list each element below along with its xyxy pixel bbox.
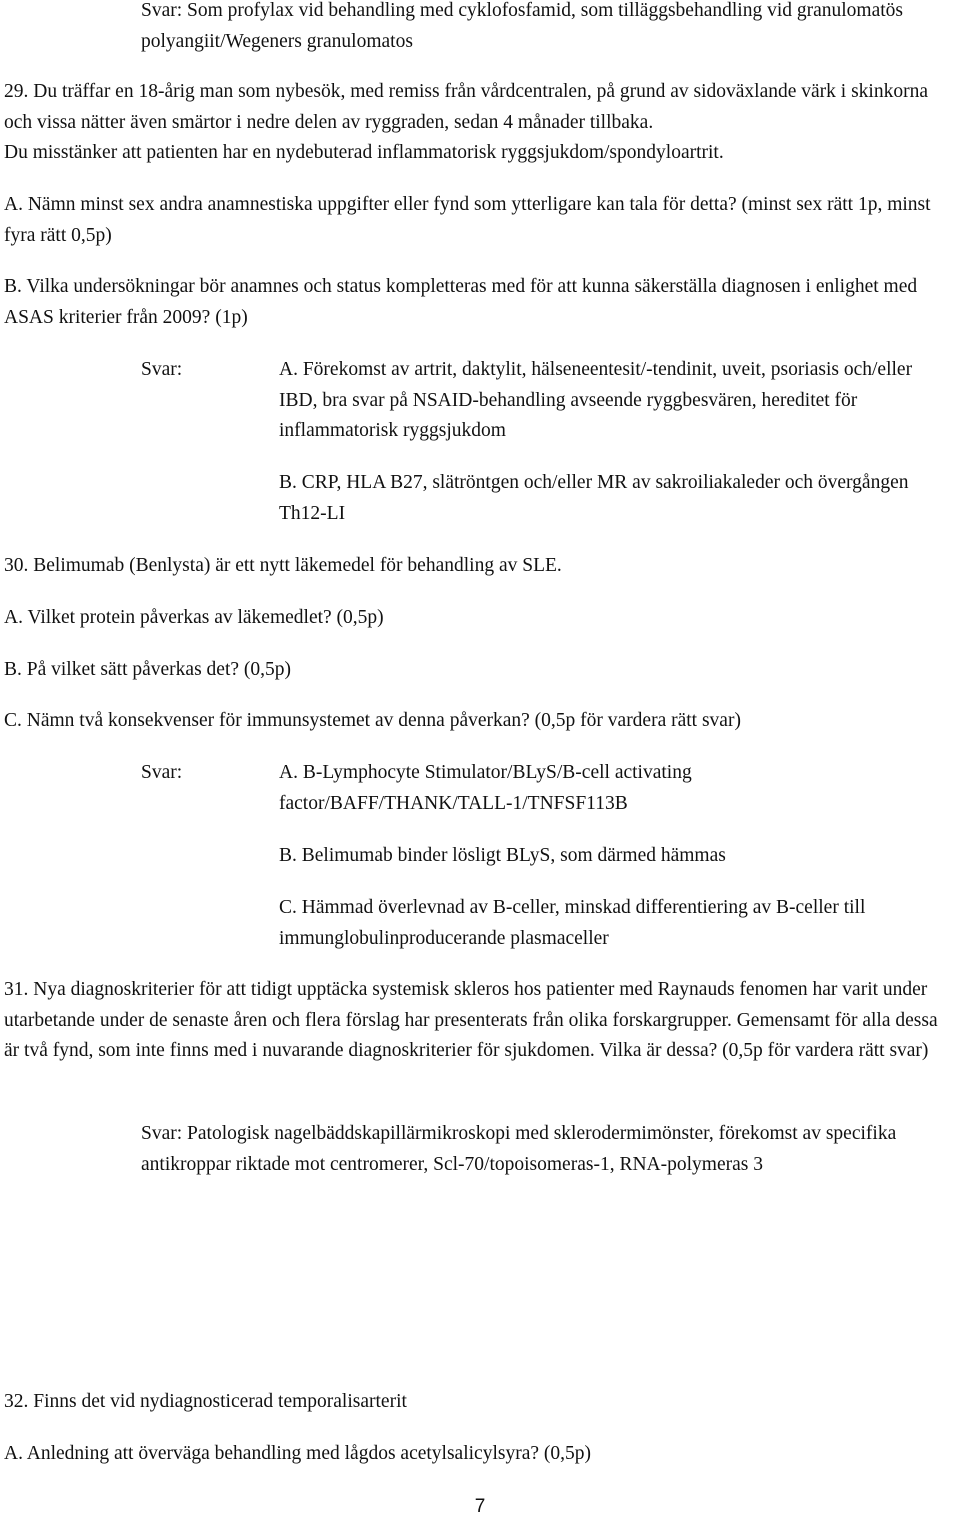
q30-answer-b: B. Belimumab binder lösligt BLyS, som därmed hämmas (279, 845, 726, 866)
q29-part-a: A. Nämn minst sex andra anamnestiska uppgifter eller fynd som ytterligare kan tala för detta? (minst sex rätt 1p, minst fyra rätt 0,5p) (4, 194, 931, 246)
q29-suspicion: Du misstänker att patienten har en nydebuterad inflammatorisk ryggsjukdom/spondyloartrit. (4, 142, 724, 163)
q30-stem: 30. Belimumab (Benlysta) är ett nytt läkemedel för behandling av SLE. (4, 555, 562, 576)
q30-answer-a: A. B-Lymphocyte Stimulator/BLyS/B-cell activating factor/BAFF/THANK/TALL-1/TNFSF113B (279, 762, 692, 814)
page-number: 7 (474, 1496, 486, 1517)
q32-part-a: A. Anledning att överväga behandling med lågdos acetylsalicylsyra? (0,5p) (4, 1443, 591, 1464)
q28-answer: Svar: Som profylax vid behandling med cyklofosfamid, som tilläggsbehandling vid granulomatös polyangiit/Wegeners granulomatos (141, 0, 904, 52)
q30-answer-c: C. Hämmad överlevnad av B-celler, minskad differentiering av B-celler till immunglobulinproducerande plasmaceller (279, 897, 866, 949)
q31-answer: Svar: Patologisk nagelbäddskapillärmikroskopi med sklerodermimönster, förekomst av specifika antikroppar riktade mot centromerer, Scl-70/topoisomeras-1, RNA-polymeras 3 (141, 1123, 897, 1175)
q30-part-c: C. Nämn två konsekvenser för immunsystemet av denna påverkan? (0,5p för vardera rätt svar) (4, 710, 741, 731)
q30-part-a: A. Vilket protein påverkas av läkemedlet? (0,5p) (4, 607, 384, 628)
q29-stem: 29. Du träffar en 18-årig man som nybesök, med remiss från vårdcentralen, på grund av sidoväxlande värk i skinkorna och vissa nätter även smärtor i nedre delen av ryggraden, sedan 4 månader tillbaka. (4, 81, 928, 133)
q29-answer-label: Svar: (141, 359, 183, 380)
q29-answer-a: A. Förekomst av artrit, daktylit, hälseneentesit/-tendinit, uveit, psoriasis och/eller IBD, bra svar på NSAID-behandling avseende ryggbesvären, hereditet för inflammatorisk ryggsjukdom (279, 359, 913, 441)
q29-part-b: B. Vilka undersökningar bör anamnes och status kompletteras med för att kunna säkerställa diagnosen i enlighet med ASAS kriterier från 2009? (1p) (4, 276, 918, 328)
q31-stem: 31. Nya diagnoskriterier för att tidigt upptäcka systemisk skleros hos patienter med Raynauds fenomen har varit under utarbetande under de senaste åren och flera förslag har presenterats från olika forskargrupper. Gemensamt för alla dessa är två fynd, som inte finns med i nuvarande diagnoskriterier för sjukdomen. Vilka är dessa? (0,5p för vardera rätt svar) (4, 979, 938, 1061)
q30-part-b: B. På vilket sätt påverkas det? (0,5p) (4, 659, 292, 680)
q29-answer-b: B. CRP, HLA B27, slätröntgen och/eller MR av sakroiliakaleder och övergången Th12-LI (279, 472, 909, 524)
q30-answer-label: Svar: (141, 762, 183, 783)
q32-stem: 32. Finns det vid nydiagnosticerad temporalisarterit (4, 1391, 407, 1412)
